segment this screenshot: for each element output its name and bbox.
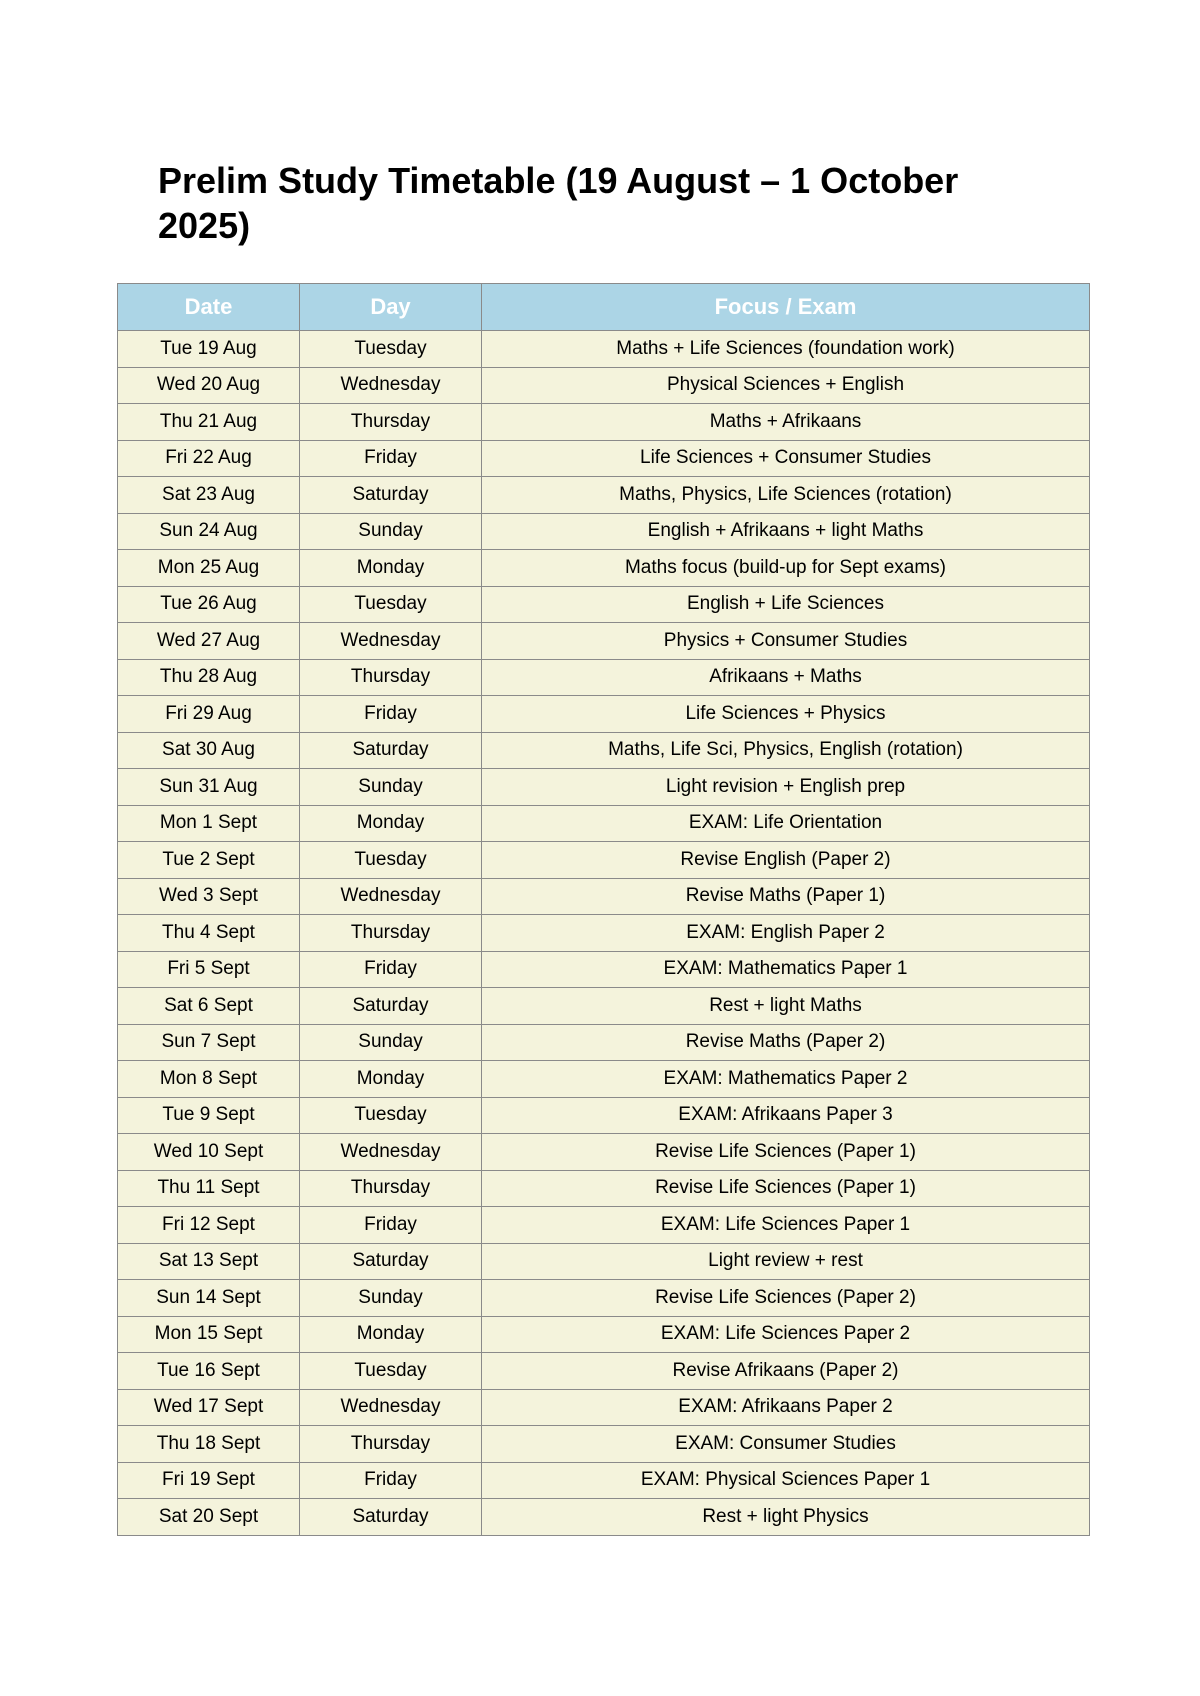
date-cell: Sun 24 Aug — [118, 513, 300, 550]
date-cell: Thu 11 Sept — [118, 1170, 300, 1207]
day-cell: Saturday — [300, 988, 482, 1025]
table-row — [118, 1097, 1090, 1134]
date-cell: Sun 31 Aug — [118, 769, 300, 806]
day-cell: Tuesday — [300, 331, 482, 368]
date-cell: Sat 20 Sept — [118, 1499, 300, 1536]
table-row — [118, 1426, 1090, 1463]
day-cell: Wednesday — [300, 367, 482, 404]
day-cell: Friday — [300, 1462, 482, 1499]
day-cell: Sunday — [300, 513, 482, 550]
focus-cell: Maths, Life Sci, Physics, English (rotation) — [482, 732, 1090, 769]
table-row — [118, 1170, 1090, 1207]
day-cell: Tuesday — [300, 1353, 482, 1390]
table-row — [118, 586, 1090, 623]
focus-cell: EXAM: Mathematics Paper 2 — [482, 1061, 1090, 1098]
focus-cell: EXAM: Mathematics Paper 1 — [482, 951, 1090, 988]
focus-cell: English + Life Sciences — [482, 586, 1090, 623]
table-row — [118, 878, 1090, 915]
table-row — [118, 440, 1090, 477]
day-cell: Sunday — [300, 1280, 482, 1317]
day-cell: Saturday — [300, 1243, 482, 1280]
timetable — [117, 283, 1090, 1536]
table-row — [118, 769, 1090, 806]
date-cell: Sat 23 Aug — [118, 477, 300, 514]
focus-cell: Maths focus (build-up for Sept exams) — [482, 550, 1090, 587]
day-cell: Monday — [300, 550, 482, 587]
table-row — [118, 1499, 1090, 1536]
focus-cell: Revise Maths (Paper 1) — [482, 878, 1090, 915]
column-header-focus: Focus / Exam — [482, 284, 1090, 331]
date-cell: Mon 25 Aug — [118, 550, 300, 587]
date-cell: Thu 18 Sept — [118, 1426, 300, 1463]
focus-cell: Rest + light Maths — [482, 988, 1090, 1025]
day-cell: Sunday — [300, 1024, 482, 1061]
day-cell: Wednesday — [300, 878, 482, 915]
table-row — [118, 1280, 1090, 1317]
table-row — [118, 550, 1090, 587]
date-cell: Tue 9 Sept — [118, 1097, 300, 1134]
table-header-row — [118, 284, 1090, 331]
focus-cell: Revise Afrikaans (Paper 2) — [482, 1353, 1090, 1390]
focus-cell: Revise Maths (Paper 2) — [482, 1024, 1090, 1061]
day-cell: Tuesday — [300, 842, 482, 879]
focus-cell: Revise Life Sciences (Paper 1) — [482, 1134, 1090, 1171]
table-row — [118, 513, 1090, 550]
day-cell: Monday — [300, 805, 482, 842]
focus-cell: Revise English (Paper 2) — [482, 842, 1090, 879]
table-row — [118, 1389, 1090, 1426]
date-cell: Wed 10 Sept — [118, 1134, 300, 1171]
page-title: Prelim Study Timetable (19 August – 1 October 2025) — [158, 160, 959, 246]
date-cell: Fri 5 Sept — [118, 951, 300, 988]
day-cell: Thursday — [300, 915, 482, 952]
day-cell: Thursday — [300, 659, 482, 696]
table-row — [118, 988, 1090, 1025]
focus-cell: EXAM: Afrikaans Paper 3 — [482, 1097, 1090, 1134]
focus-cell: Maths + Life Sciences (foundation work) — [482, 331, 1090, 368]
focus-cell: Maths + Afrikaans — [482, 404, 1090, 441]
day-cell: Sunday — [300, 769, 482, 806]
column-header-date: Date — [118, 284, 300, 331]
table-row — [118, 367, 1090, 404]
focus-cell: EXAM: Physical Sciences Paper 1 — [482, 1462, 1090, 1499]
date-cell: Wed 17 Sept — [118, 1389, 300, 1426]
focus-cell: EXAM: Life Sciences Paper 2 — [482, 1316, 1090, 1353]
date-cell: Mon 1 Sept — [118, 805, 300, 842]
table-row — [118, 477, 1090, 514]
table-row — [118, 732, 1090, 769]
table-row — [118, 696, 1090, 733]
focus-cell: Light revision + English prep — [482, 769, 1090, 806]
date-cell: Fri 22 Aug — [118, 440, 300, 477]
date-cell: Tue 2 Sept — [118, 842, 300, 879]
table-row — [118, 659, 1090, 696]
table-row — [118, 1353, 1090, 1390]
focus-cell: Light review + rest — [482, 1243, 1090, 1280]
day-cell: Saturday — [300, 477, 482, 514]
day-cell: Thursday — [300, 1170, 482, 1207]
table-row — [118, 1316, 1090, 1353]
focus-cell: Afrikaans + Maths — [482, 659, 1090, 696]
date-cell: Sun 14 Sept — [118, 1280, 300, 1317]
table-row — [118, 623, 1090, 660]
table-row — [118, 842, 1090, 879]
day-cell: Friday — [300, 696, 482, 733]
date-cell: Thu 4 Sept — [118, 915, 300, 952]
table-row — [118, 1207, 1090, 1244]
focus-cell: Physics + Consumer Studies — [482, 623, 1090, 660]
day-cell: Monday — [300, 1061, 482, 1098]
day-cell: Wednesday — [300, 623, 482, 660]
focus-cell: Rest + light Physics — [482, 1499, 1090, 1536]
day-cell: Thursday — [300, 1426, 482, 1463]
date-cell: Mon 8 Sept — [118, 1061, 300, 1098]
focus-cell: EXAM: Consumer Studies — [482, 1426, 1090, 1463]
date-cell: Wed 3 Sept — [118, 878, 300, 915]
table-row — [118, 1243, 1090, 1280]
day-cell: Tuesday — [300, 586, 482, 623]
day-cell: Monday — [300, 1316, 482, 1353]
table-row — [118, 805, 1090, 842]
date-cell: Tue 26 Aug — [118, 586, 300, 623]
focus-cell: Revise Life Sciences (Paper 1) — [482, 1170, 1090, 1207]
date-cell: Sun 7 Sept — [118, 1024, 300, 1061]
focus-cell: English + Afrikaans + light Maths — [482, 513, 1090, 550]
table-row — [118, 331, 1090, 368]
day-cell: Tuesday — [300, 1097, 482, 1134]
table-row — [118, 1024, 1090, 1061]
table-body — [118, 331, 1090, 1536]
date-cell: Tue 16 Sept — [118, 1353, 300, 1390]
focus-cell: Physical Sciences + English — [482, 367, 1090, 404]
date-cell: Wed 27 Aug — [118, 623, 300, 660]
day-cell: Wednesday — [300, 1134, 482, 1171]
table-row — [118, 951, 1090, 988]
table-row — [118, 1061, 1090, 1098]
focus-cell: EXAM: English Paper 2 — [482, 915, 1090, 952]
date-cell: Fri 29 Aug — [118, 696, 300, 733]
day-cell: Friday — [300, 951, 482, 988]
date-cell: Thu 28 Aug — [118, 659, 300, 696]
day-cell: Friday — [300, 1207, 482, 1244]
date-cell: Fri 19 Sept — [118, 1462, 300, 1499]
day-cell: Saturday — [300, 732, 482, 769]
date-cell: Sat 13 Sept — [118, 1243, 300, 1280]
column-header-day: Day — [300, 284, 482, 331]
focus-cell: EXAM: Life Orientation — [482, 805, 1090, 842]
date-cell: Tue 19 Aug — [118, 331, 300, 368]
date-cell: Fri 12 Sept — [118, 1207, 300, 1244]
table-row — [118, 1134, 1090, 1171]
day-cell: Saturday — [300, 1499, 482, 1536]
date-cell: Mon 15 Sept — [118, 1316, 300, 1353]
focus-cell: Life Sciences + Consumer Studies — [482, 440, 1090, 477]
focus-cell: EXAM: Life Sciences Paper 1 — [482, 1207, 1090, 1244]
date-cell: Sat 30 Aug — [118, 732, 300, 769]
focus-cell: EXAM: Afrikaans Paper 2 — [482, 1389, 1090, 1426]
date-cell: Thu 21 Aug — [118, 404, 300, 441]
day-cell: Thursday — [300, 404, 482, 441]
table-row — [118, 915, 1090, 952]
focus-cell: Life Sciences + Physics — [482, 696, 1090, 733]
table-row — [118, 404, 1090, 441]
table-row — [118, 1462, 1090, 1499]
day-cell: Friday — [300, 440, 482, 477]
focus-cell: Revise Life Sciences (Paper 2) — [482, 1280, 1090, 1317]
focus-cell: Maths, Physics, Life Sciences (rotation) — [482, 477, 1090, 514]
date-cell: Sat 6 Sept — [118, 988, 300, 1025]
day-cell: Wednesday — [300, 1389, 482, 1426]
date-cell: Wed 20 Aug — [118, 367, 300, 404]
